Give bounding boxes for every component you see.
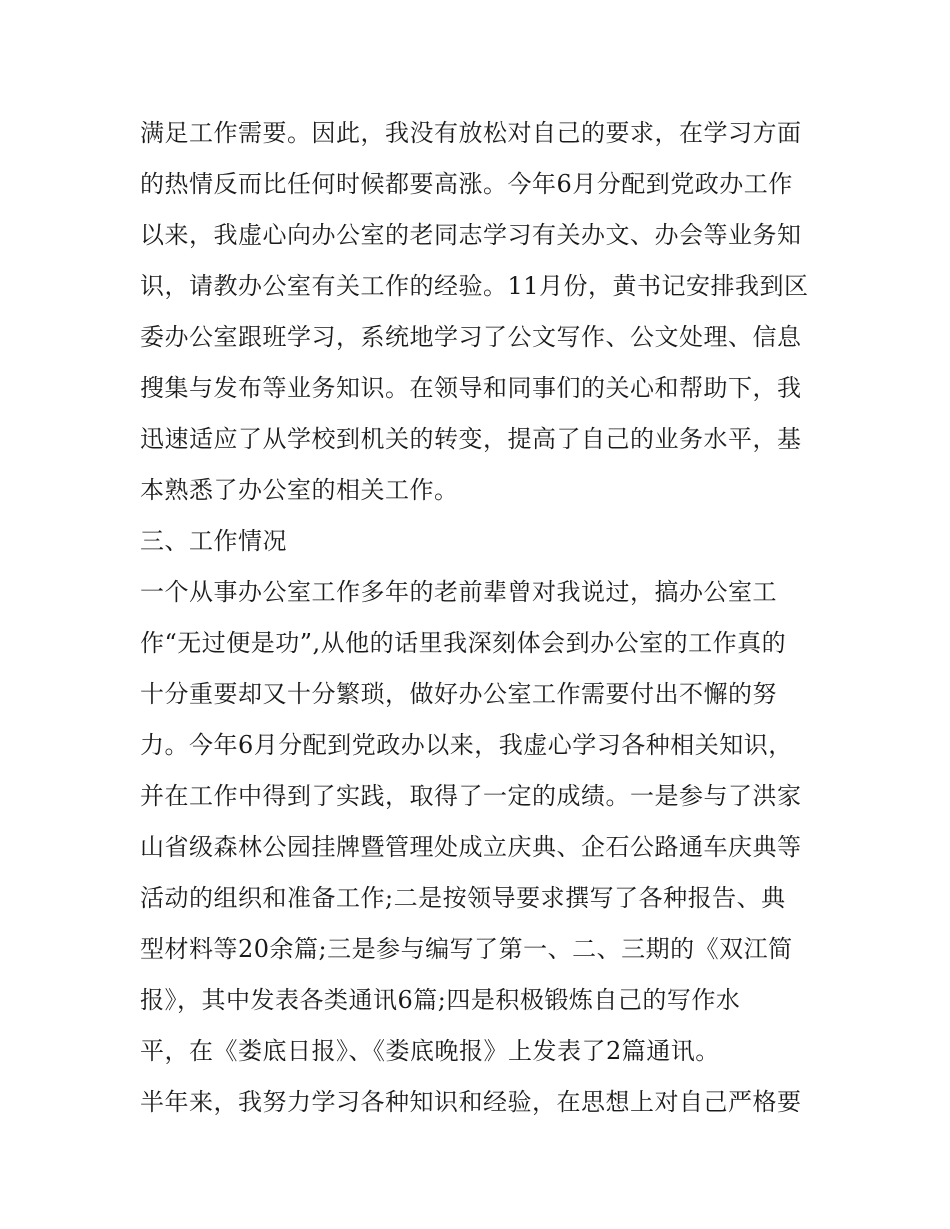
paragraph-line: 一个从事办公室工作多年的老前辈曾对我说过，搞办公室工 <box>140 578 777 606</box>
paragraph-line: 识，请教办公室有关工作的经验。11月份，黄书记安排我到区 <box>140 272 809 300</box>
paragraph-line: 委办公室跟班学习，系统地学习了公文写作、公文处理、信息 <box>140 323 802 351</box>
paragraph-line: 力。今年6月分配到党政办以来，我虚心学习各种相关知识， <box>140 731 793 759</box>
paragraph-line: 报》，其中发表各类通讯6篇;四是积极锻炼自己的写作水 <box>140 986 741 1014</box>
paragraph-line: 本熟悉了办公室的相关工作。 <box>140 476 459 504</box>
paragraph-line: 以来，我虚心向办公室的老同志学习有关办文、办会等业务知 <box>140 221 802 249</box>
paragraph-line: 山省级森林公园挂牌暨管理处成立庆典、企石公路通车庆典等 <box>140 833 802 861</box>
paragraph-line: 作“无过便是功”,从他的话里我深刻体会到办公室的工作真的 <box>140 629 787 657</box>
section-heading: 三、工作情况 <box>140 527 287 555</box>
paragraph-line: 的热情反而比任何时候都要高涨。今年6月分配到党政办工作 <box>140 170 793 198</box>
paragraph-line: 满足工作需要。因此，我没有放松对自己的要求，在学习方面 <box>140 119 802 147</box>
paragraph-line: 搜集与发布等业务知识。在领导和同事们的关心和帮助下，我 <box>140 374 802 402</box>
paragraph-line: 活动的组织和准备工作;二是按领导要求撰写了各种报告、典 <box>140 884 786 912</box>
paragraph-line: 型材料等20余篇;三是参与编写了第一、二、三期的《双江简 <box>140 935 793 963</box>
paragraph-line: 并在工作中得到了实践，取得了一定的成绩。一是参与了洪家 <box>140 782 802 810</box>
paragraph-line: 半年来，我努力学习各种知识和经验，在思想上对自己严格要 <box>140 1088 802 1116</box>
paragraph-line: 十分重要却又十分繁琐，做好办公室工作需要付出不懈的努 <box>140 680 777 708</box>
paragraph-line: 迅速适应了从学校到机关的转变，提高了自己的业务水平，基 <box>140 425 802 453</box>
paragraph-line: 平，在《娄底日报》、《娄底晚报》上发表了2篇通讯。 <box>140 1037 720 1065</box>
document-body <box>140 108 830 1128</box>
